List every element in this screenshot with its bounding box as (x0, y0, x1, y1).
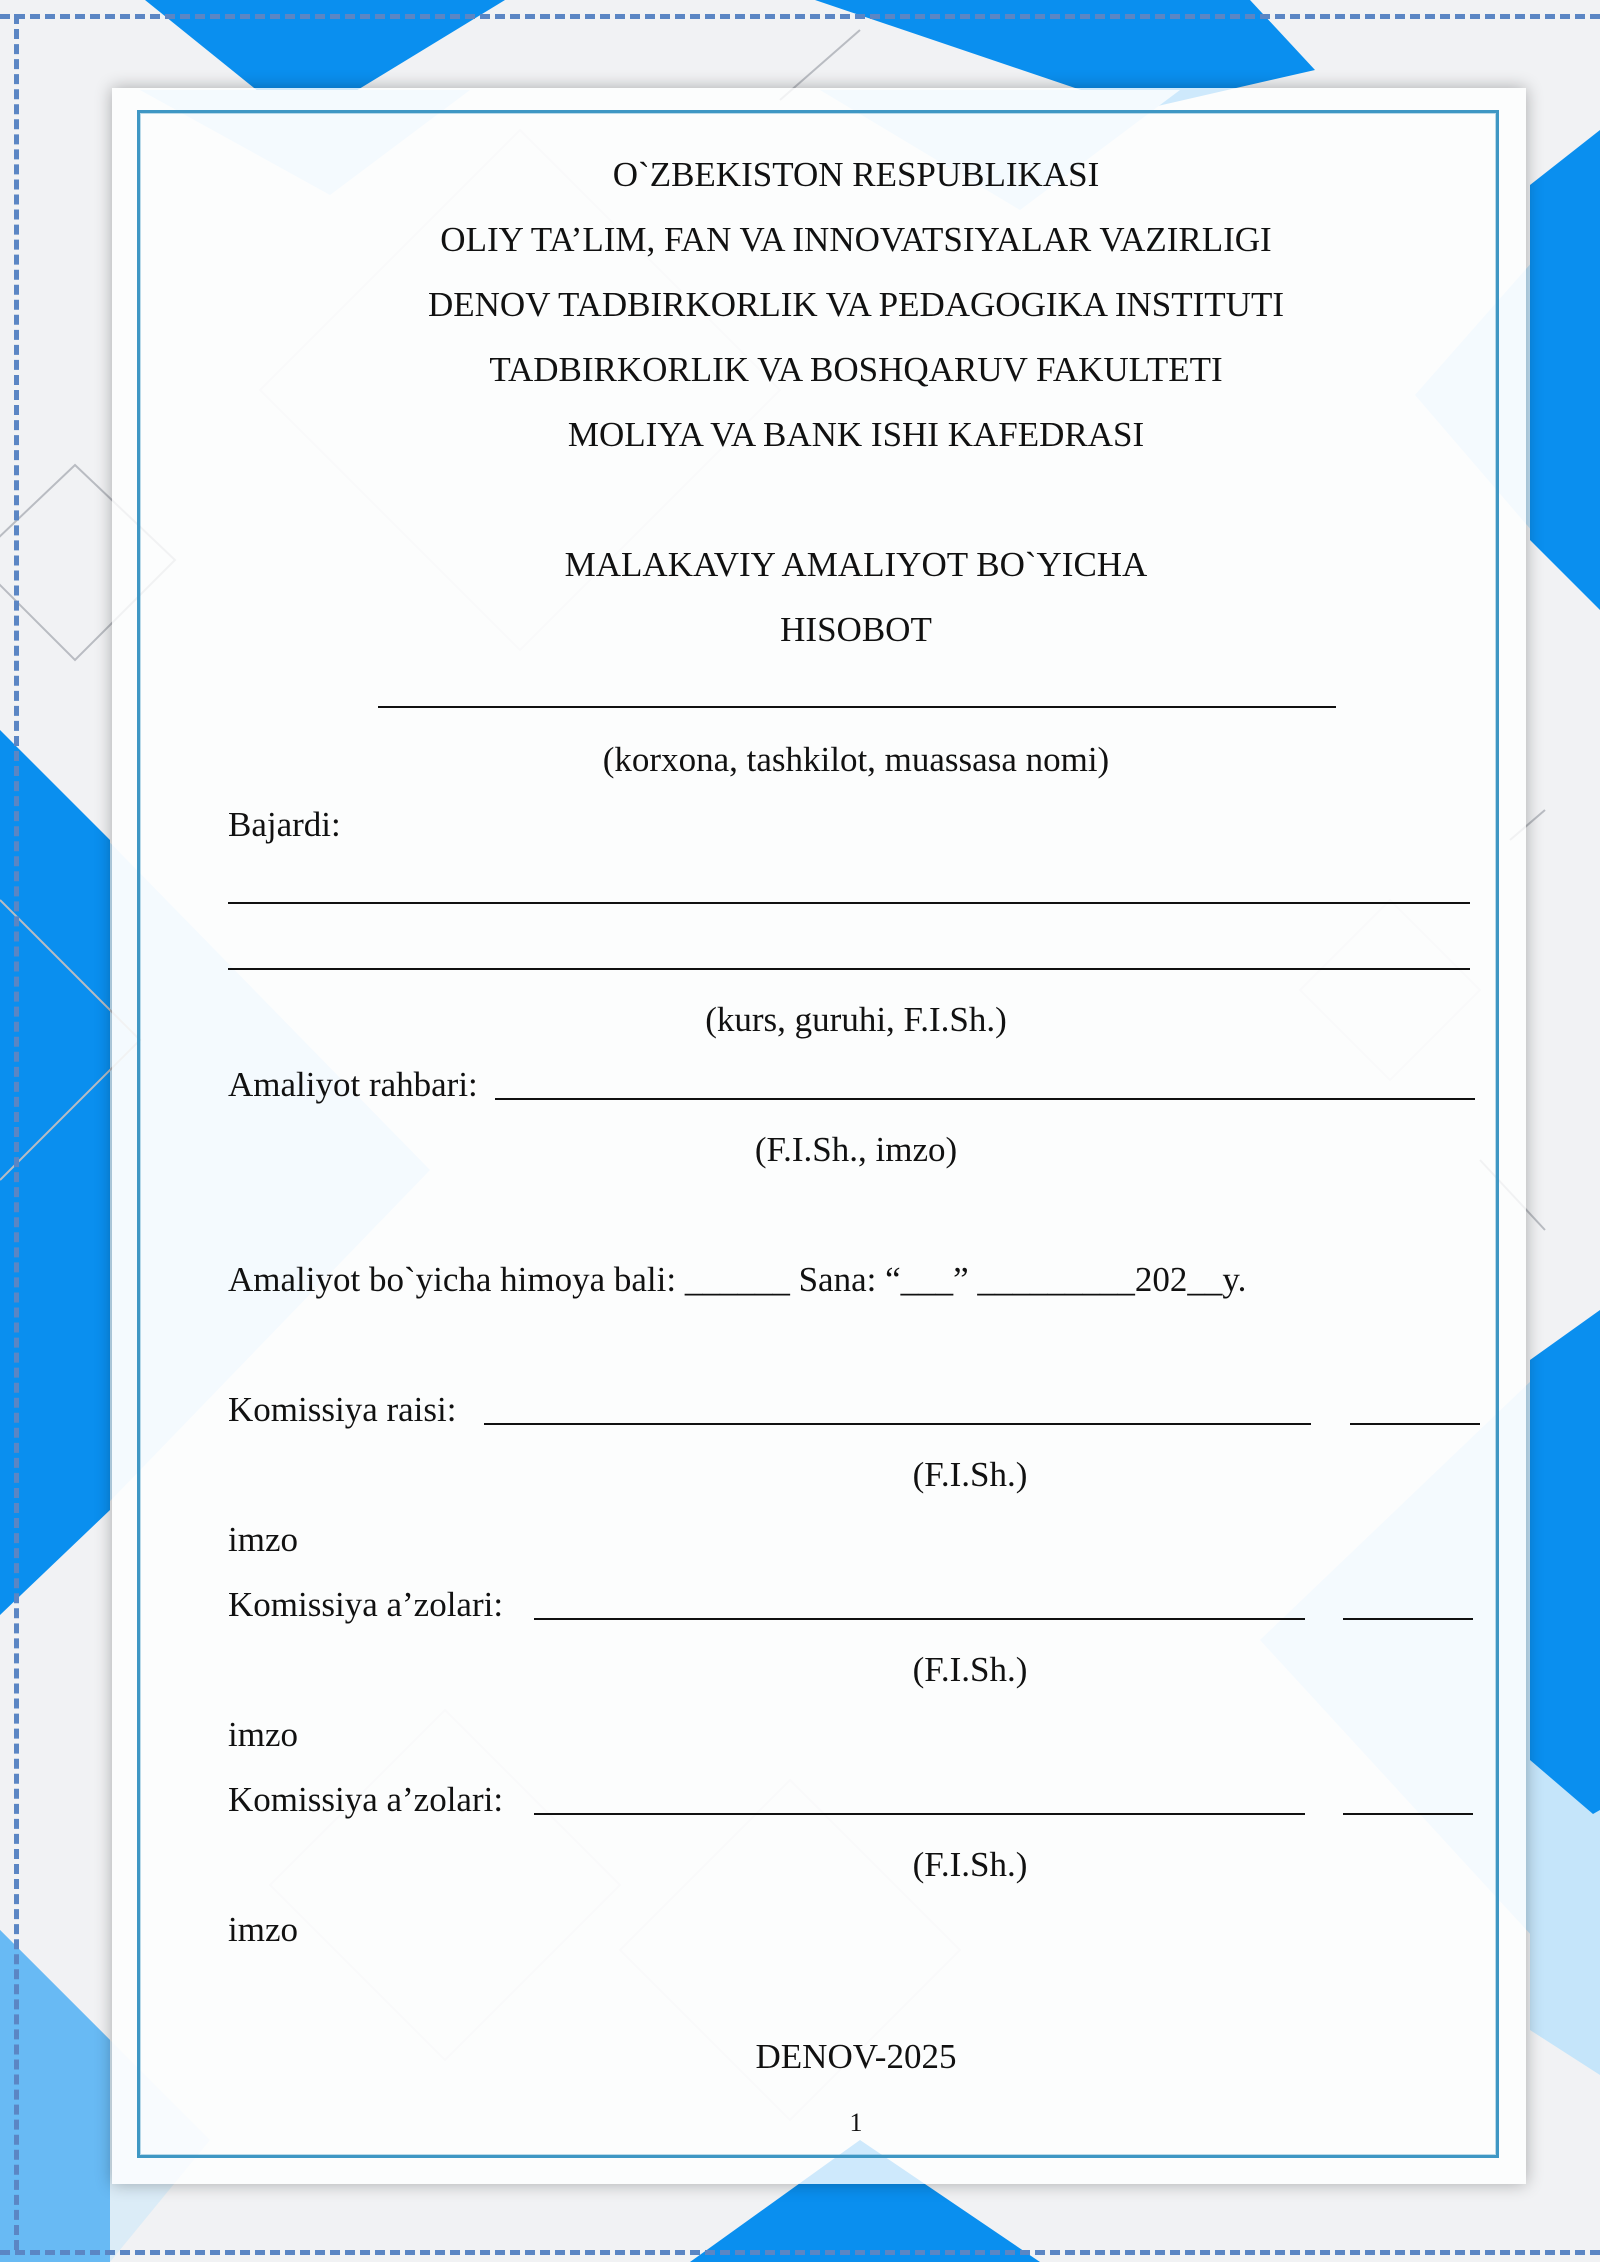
supervisor-caption: (F.I.Sh., imzo) (754, 1130, 958, 1169)
commission-chair-signature-blank (1350, 1423, 1480, 1425)
supervisor-label: Amaliyot rahbari: (228, 1065, 478, 1104)
header-faculty: TADBIRKORLIK VA BOSHQARUV FAKULTETI (489, 350, 1223, 389)
commission-chair-fio-caption: (F.I.Sh.) (912, 1455, 1028, 1494)
report-title-line1: MALAKAVIY AMALIYOT BO`YICHA (564, 545, 1148, 584)
commission-member-2-signature-caption: imzo (228, 1910, 298, 1949)
commission-member-2-label: Komissiya a’zolari: (228, 1780, 504, 1819)
organization-caption: (korxona, tashkilot, muassasa nomi) (602, 740, 1110, 779)
place-year: DENOV-2025 (755, 2037, 957, 2076)
commission-member-1-blank (534, 1618, 1305, 1620)
commission-chair-signature-caption: imzo (228, 1520, 298, 1559)
commission-member-2-fio-caption: (F.I.Sh.) (912, 1845, 1028, 1884)
header-ministry: OLIY TA’LIM, FAN VA INNOVATSIYALAR VAZIRLIGI (440, 220, 1272, 259)
commission-member-1-signature-blank (1343, 1618, 1473, 1620)
commission-chair-blank (484, 1423, 1311, 1425)
performer-blank-2 (228, 968, 1470, 970)
page-number: 1 (849, 2108, 863, 2137)
commission-member-2-blank (534, 1813, 1305, 1815)
performer-caption: (kurs, guruhi, F.I.Sh.) (705, 1000, 1007, 1039)
supervisor-blank (495, 1098, 1475, 1100)
report-title-line2: HISOBOT (780, 610, 932, 649)
performer-label: Bajardi: (228, 805, 341, 844)
header-department: MOLIYA VA BANK ISHI KAFEDRASI (567, 415, 1145, 454)
defense-score-date: Amaliyot bo`yicha himoya bali: ______ Sana: “___” _________202__y. (228, 1260, 1247, 1299)
commission-chair-label: Komissiya raisi: (228, 1390, 457, 1429)
commission-member-1-fio-caption: (F.I.Sh.) (912, 1650, 1028, 1689)
commission-member-2-signature-blank (1343, 1813, 1473, 1815)
organization-name-blank (378, 706, 1336, 708)
performer-blank-1 (228, 902, 1470, 904)
header-institute: DENOV TADBIRKORLIK VA PEDAGOGIKA INSTITUTI (428, 285, 1284, 324)
commission-member-1-label: Komissiya a’zolari: (228, 1585, 504, 1624)
commission-member-1-signature-caption: imzo (228, 1715, 298, 1754)
header-country: O`ZBEKISTON RESPUBLIKASI (612, 155, 1100, 194)
